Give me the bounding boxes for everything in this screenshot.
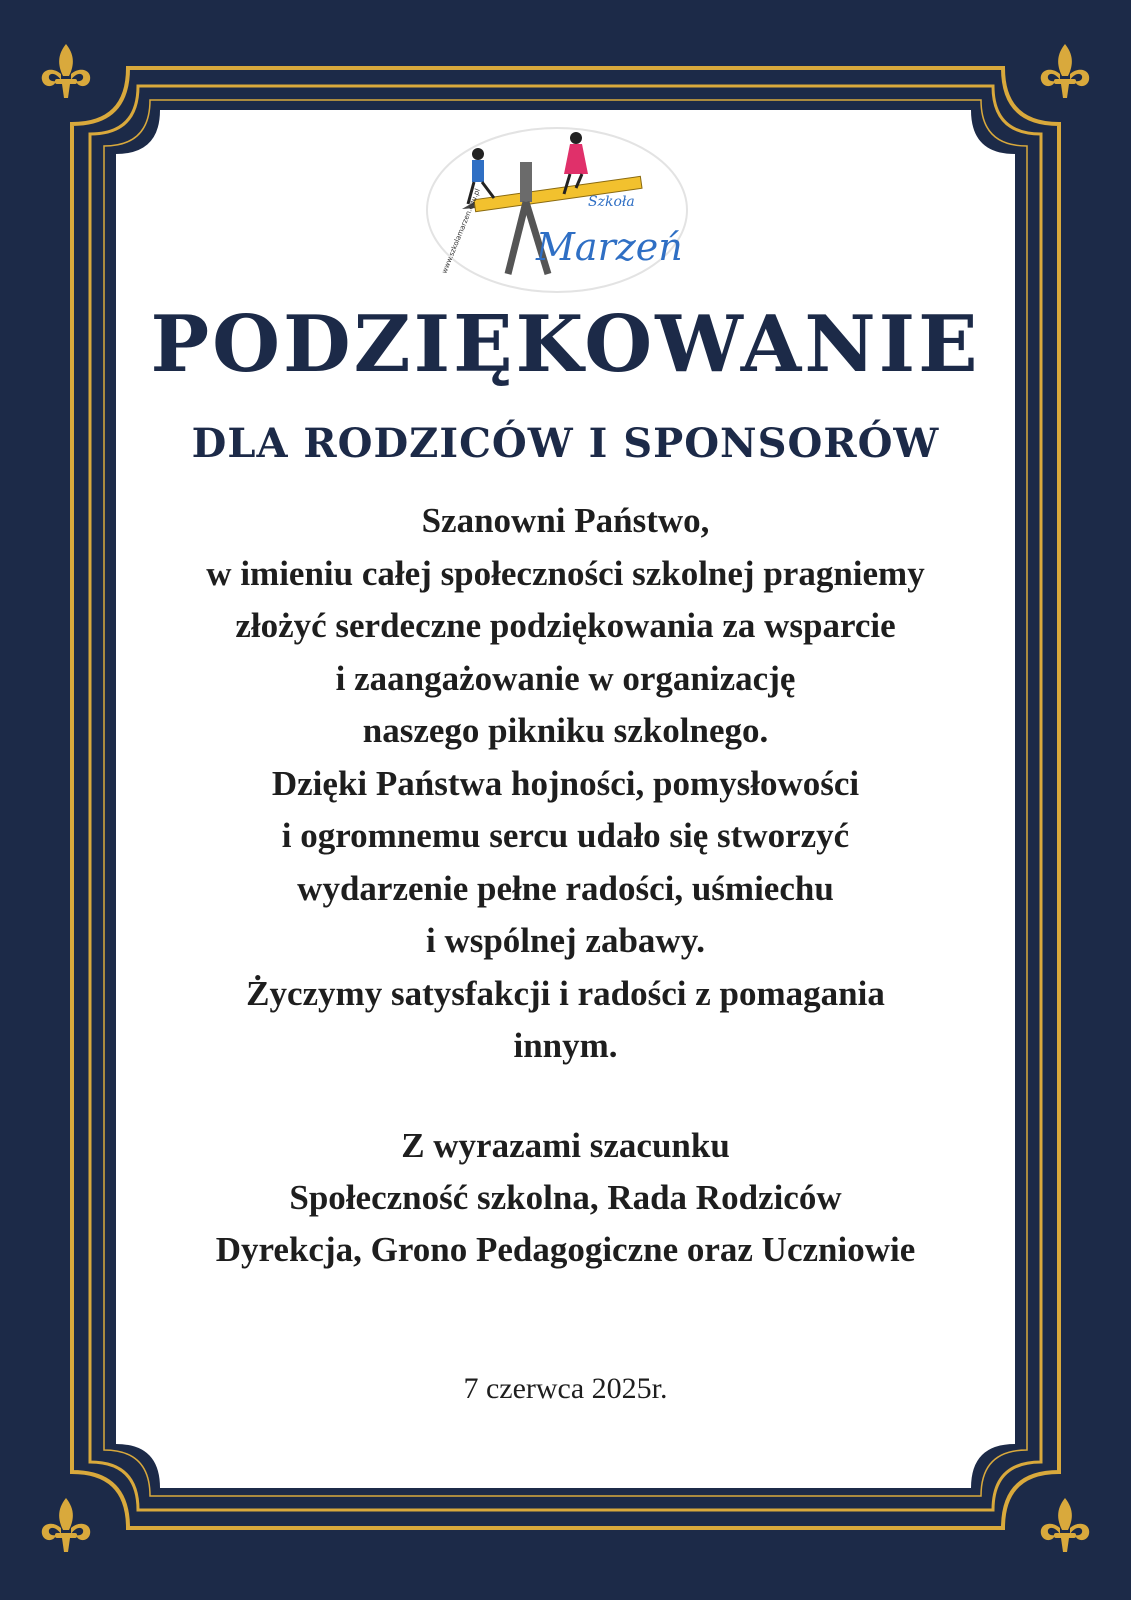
document-date: 7 czerwca 2025r. [463, 1372, 668, 1405]
closing-line: Z wyrazami szacunku [401, 1126, 730, 1165]
page-subtitle: DLA RODZICÓW I SPONSORÓW [191, 420, 940, 467]
message-line: i wspólnej zabawy. [425, 921, 706, 960]
logo-text-main: Marzeń [536, 225, 683, 269]
message-line: wydarzenie pełne radości, uśmiechu [297, 868, 834, 908]
closing-line: Społeczność szkolna, Rada Rodziców [289, 1178, 842, 1217]
logo-text-side: www.szkolamarzen.edu.pl [440, 187, 482, 275]
message-line: naszego pikniku szkolnego. [362, 711, 769, 750]
message-line: innym. [513, 1026, 618, 1065]
message-line: i ogromnemu sercu udało się stworzyć [281, 816, 850, 855]
fleur-de-lis-icon [42, 44, 90, 98]
message-line: Dzięki Państwa hojności, pomysłowości [271, 763, 860, 803]
closing-signature [100, 1120, 1031, 1276]
certificate-content [100, 110, 1031, 1490]
page-title: PODZIĘKOWANIE [150, 299, 981, 390]
logo-text-top: Szkoła [588, 194, 635, 210]
thank-you-message [100, 495, 1031, 1073]
fleur-de-lis-icon [1041, 44, 1089, 98]
message-line: i zaangażowanie w organizację [335, 658, 796, 698]
school-logo [424, 124, 690, 296]
message-line: w imieniu całej społeczności szkolnej pragniemy [206, 553, 925, 593]
message-line: złożyć serdeczne podziękowania za wsparcie [235, 606, 896, 645]
fleur-de-lis-icon [1041, 1498, 1089, 1552]
closing-line: Dyrekcja, Grono Pedagogiczne oraz Uczniowie [215, 1230, 916, 1269]
message-line: Życzymy satysfakcji i radości z pomagania [246, 973, 885, 1013]
fleur-de-lis-icon [42, 1498, 90, 1552]
message-line: Szanowni Państwo, [421, 501, 710, 540]
